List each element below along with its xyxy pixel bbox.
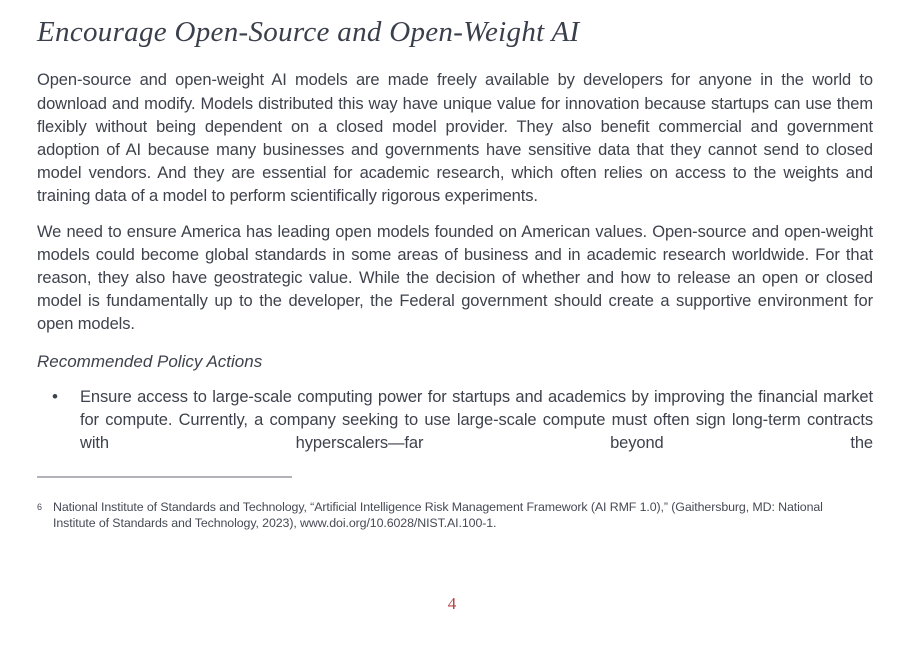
body-paragraph: Open-source and open-weight AI models are made freely available by developers for anyone in the world to download and modify. Models distributed this way have unique value for innovation because startups can use them flexibly without being dependent on a closed model provider. They also benefit commercial and government adoption of AI because many businesses and governments have sensitive data that they cannot send to closed model vendors. And they are essential for academic research, which often relies on access to the weights and training data of a model to perform scientifically rigorous experiments. [37,71,873,206]
page-number: 4 [447,594,457,613]
footnote [37,499,873,533]
list-item-text: Ensure access to large-scale computing power for startups and academics by improving the financial market for compute. Currently, a company seeking to use large-scale compute must often sign long-term contracts with hyperscalers—far beyond the [80,387,873,453]
list-item [37,386,873,456]
body-paragraph: We need to ensure America has leading open models founded on American values. Open-source and open-weight models could become global standards in some areas of business and in academic research worldwide. For that reason, they also have geostrategic value. While the decision of whether and how to release an open or closed model is fundamentally up to the developer, the Federal government should create a supportive environment for open models. [37,222,873,334]
footnote-separator [37,476,292,478]
policy-actions-list [37,386,873,456]
page-title: Encourage Open-Source and Open-Weight AI [37,16,580,48]
footnote-text: National Institute of Standards and Technology, “Artificial Intelligence Risk Management Framework (AI RMF 1.0),” (Gaithersburg, MD: National Institute of Standards and Technology, 2023), www.doi.org/10.6028/NIST.AI.100-1. [53,499,823,531]
subheading-recommended-policy-actions: Recommended Policy Actions [37,351,263,371]
bullet-icon: • [52,386,58,406]
footnote-marker: 6 [37,501,42,512]
